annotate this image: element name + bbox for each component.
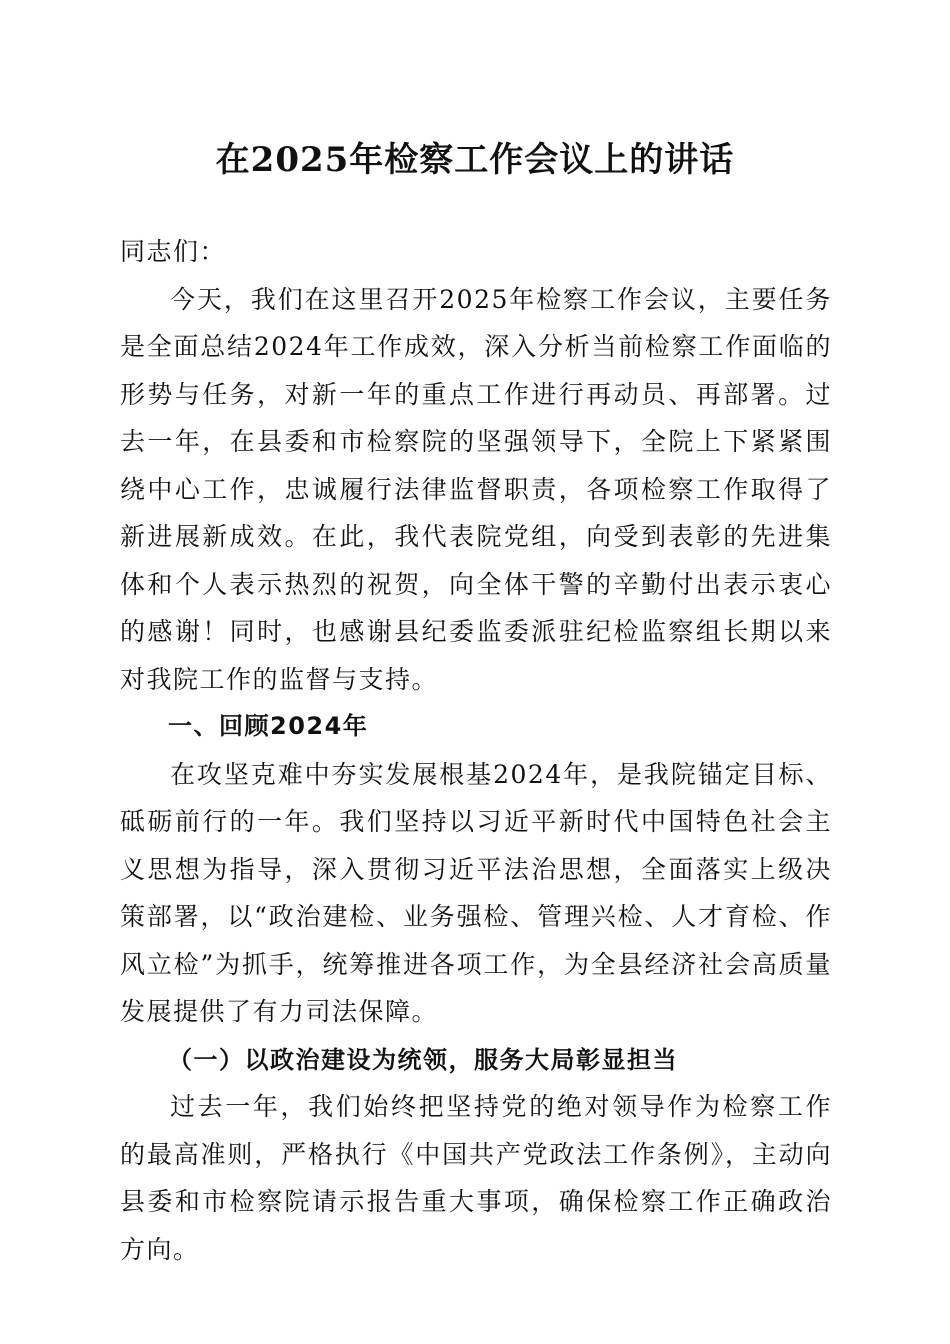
salutation: 同志们：	[120, 237, 227, 266]
section-paragraph-review: 在攻坚克难中夯实发展根基2024年，是我院锚定目标、砥砺前行的一年。我们坚持以习近平新时代中国特色社会主义思想为指导，深入贯彻习近平法治思想，全面落实上级决策部署，以“政治建检、业务强检、管理兴检、人才育检、作风立检”为抓手，统筹推进各项工作，为全县经济社会高质量发展提供了有力司法保障。	[120, 759, 832, 1026]
opening-paragraph: 今天，我们在这里召开2025年检察工作会议，主要任务是全面总结2024年工作成效，深入分析当前检察工作面临的形势与任务，对新一年的重点工作进行再动员、再部署。过去一年，在县委和市检察院的坚强领导下，全院上下紧紧围绕中心工作，忠诚履行法律监督职责，各项检察工作取得了新进展新成效。在此，我代表院党组，向受到表彰的先进集体和个人表示热烈的祝贺，向全体干警的辛勤付出表示衷心的感谢！同时，也感谢县纪委监委派驻纪检监察组长期以来对我院工作的监督与支持。	[120, 284, 832, 694]
document-body	[120, 228, 832, 1273]
section-heading-review-2024: 一、回顾2024年	[168, 712, 369, 740]
subsection-paragraph-political: 过去一年，我们始终把坚持党的绝对领导作为检察工作的最高准则，严格执行《中国共产党政法工作条例》，主动向县委和市检察院请示报告重大事项，确保检察工作正确政治方向。	[120, 1092, 832, 1264]
document-title: 在2025年检察工作会议上的讲话	[215, 140, 735, 180]
subsection-heading-political: （一）以政治建设为统领，服务大局彰显担当	[168, 1044, 678, 1074]
